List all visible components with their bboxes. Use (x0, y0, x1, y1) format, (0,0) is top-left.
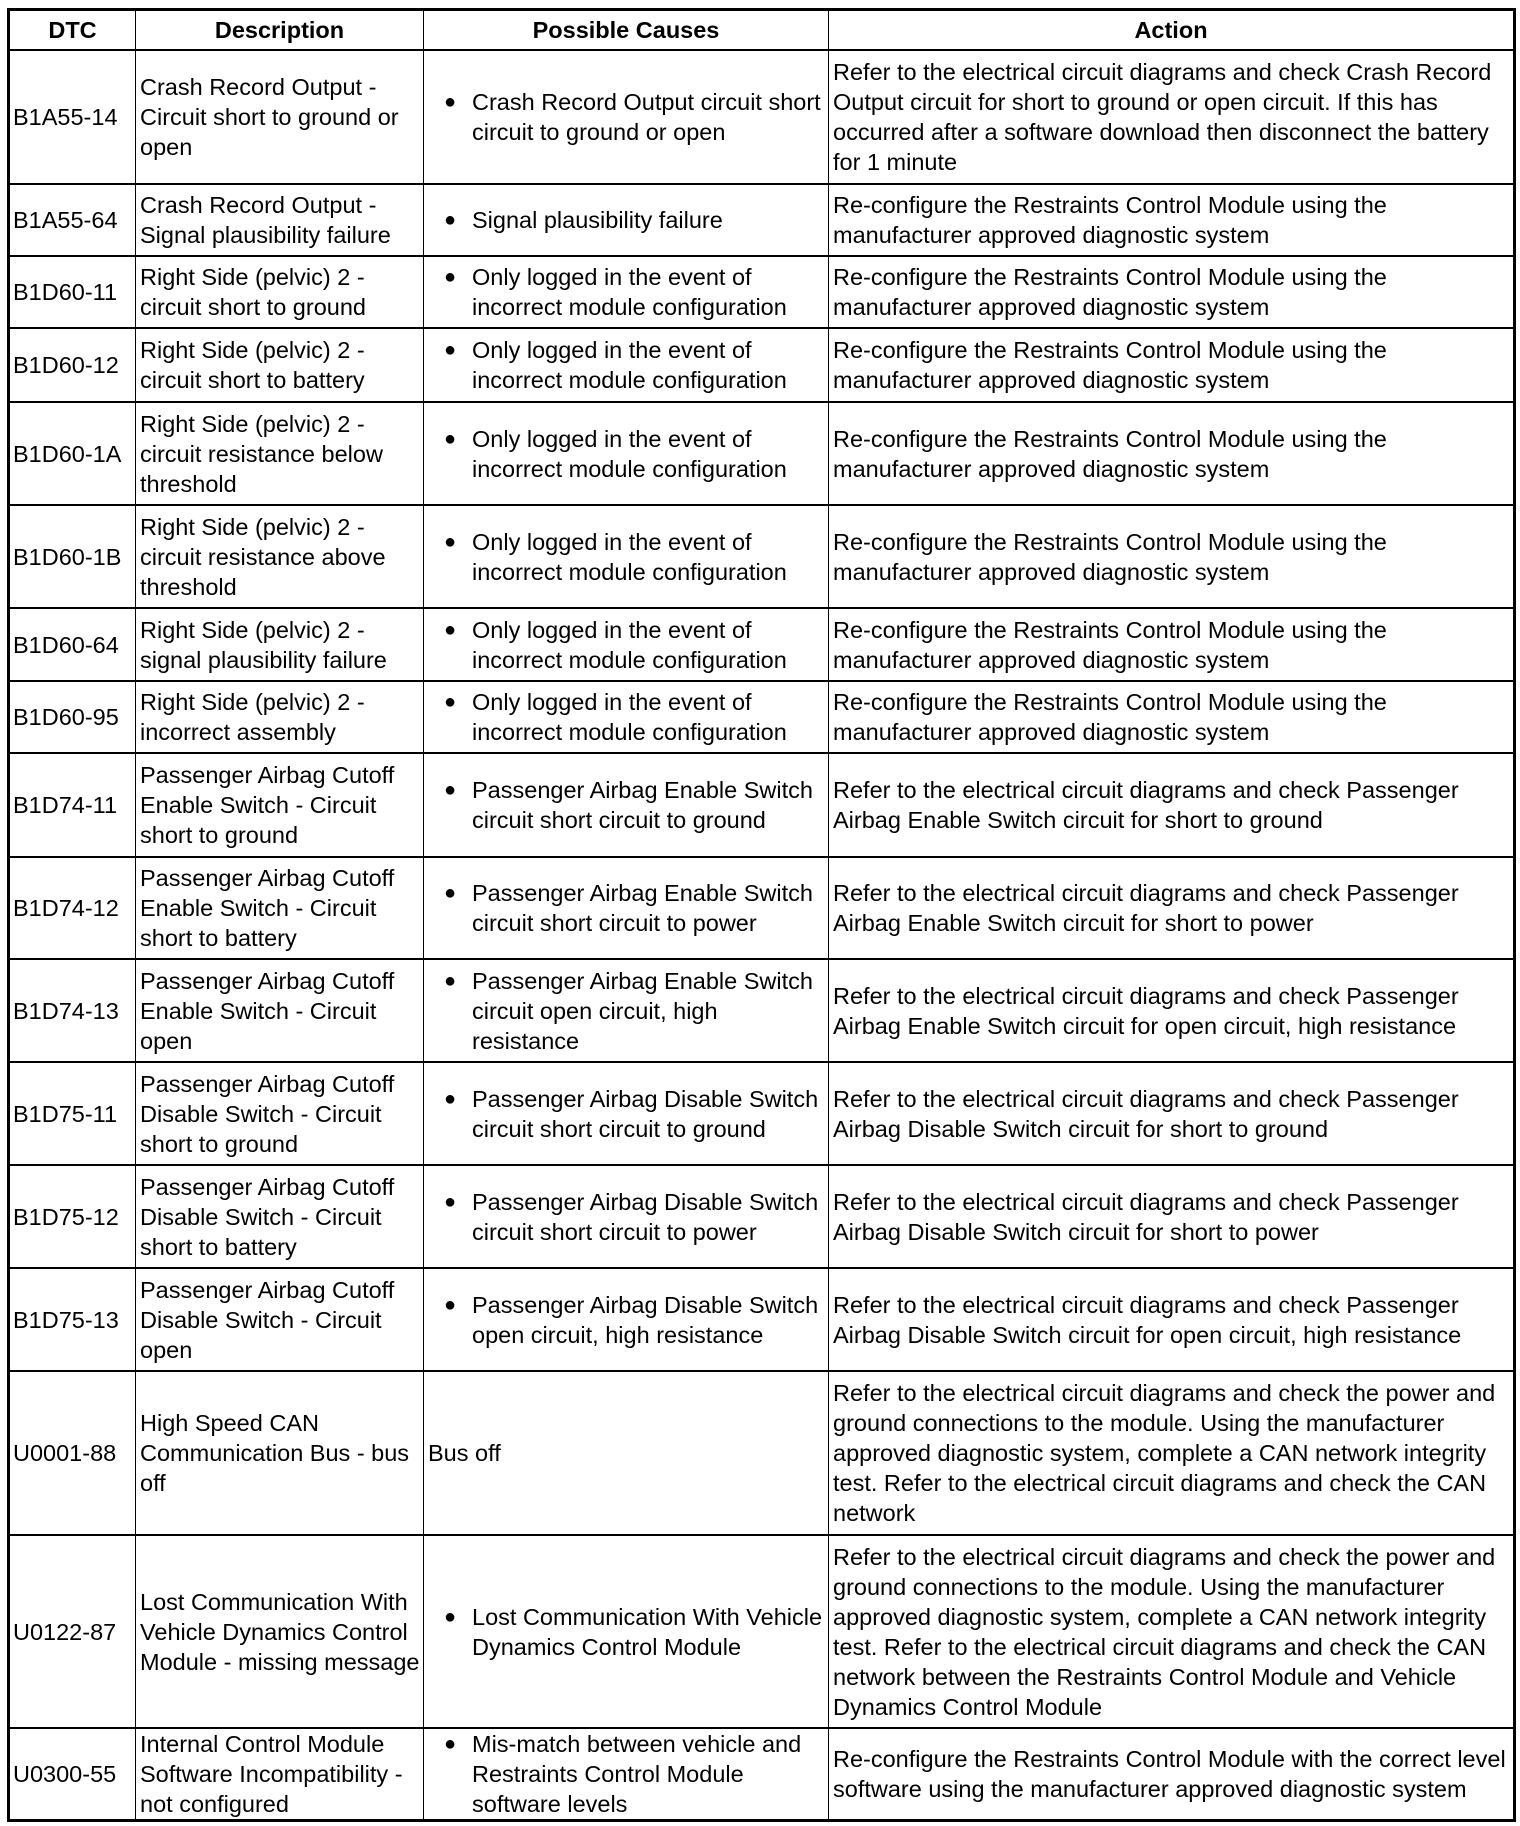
dtc-action: Refer to the electrical circuit diagrams and check Passenger Airbag Disable Switch circuit for short to ground (829, 1062, 1515, 1165)
cause-text: Only logged in the event of incorrect module configuration (472, 528, 787, 585)
dtc-description: Passenger Airbag Cutoff Enable Switch - Circuit short to ground (136, 753, 424, 857)
bullet-icon: ● (443, 266, 457, 288)
dtc-action: Re-configure the Restraints Control Module using the manufacturer approved diagnostic system (829, 505, 1515, 608)
table-row (9, 959, 1515, 1062)
bullet-icon: ● (443, 882, 457, 904)
dtc-description: Crash Record Output - Signal plausibility failure (136, 184, 424, 256)
dtc-description: Right Side (pelvic) 2 - signal plausibility failure (136, 608, 424, 681)
table-row (9, 328, 1515, 402)
bullet-icon: ● (443, 618, 457, 641)
bullet-icon: ● (443, 691, 457, 713)
dtc-action: Re-configure the Restraints Control Module using the manufacturer approved diagnostic system (829, 681, 1515, 753)
cause-item (428, 1187, 825, 1247)
cause-item (428, 335, 825, 395)
bullet-icon: ● (443, 779, 457, 801)
cause-item (428, 775, 825, 835)
bullet-icon: ● (443, 1087, 457, 1110)
table-row (9, 1371, 1515, 1535)
table-row (9, 1535, 1515, 1728)
dtc-description: Passenger Airbag Cutoff Disable Switch - Circuit open (136, 1268, 424, 1371)
cause-item (428, 205, 825, 235)
dtc-description: Crash Record Output - Circuit short to ground or open (136, 50, 424, 184)
cause-text: Only logged in the event of incorrect module configuration (472, 264, 787, 320)
cause-text: Crash Record Output circuit short circuit to ground or open (472, 89, 821, 145)
dtc-code: B1D60-95 (9, 681, 136, 753)
dtc-code: B1D60-1A (9, 402, 136, 505)
dtc-action: Refer to the electrical circuit diagrams and check the power and ground connections to the module. Using the manufacturer approved diagnostic system, complete a CAN network integrity test. Refer to the electrical circuit diagrams and check the CAN network between the Restraints Control Module and Vehicle Dynamics Control Module (829, 1535, 1515, 1728)
dtc-code: B1A55-64 (9, 184, 136, 256)
dtc-code: B1D60-1B (9, 505, 136, 608)
cause-text: Only logged in the event of incorrect module configuration (472, 616, 787, 673)
possible-causes-cell (424, 184, 829, 256)
cause-text: Passenger Airbag Enable Switch circuit short circuit to ground (472, 777, 813, 833)
dtc-description: Lost Communication With Vehicle Dynamics Control Module - missing message (136, 1535, 424, 1728)
cause-text: Passenger Airbag Enable Switch circuit short circuit to power (472, 880, 813, 936)
cause-text: Passenger Airbag Enable Switch circuit open circuit, high resistance (472, 967, 813, 1054)
dtc-description: Right Side (pelvic) 2 - circuit short to ground (136, 256, 424, 328)
table-row (9, 402, 1515, 505)
cause-item (428, 1438, 825, 1468)
table-header-row (9, 10, 1515, 51)
dtc-code: B1D75-12 (9, 1165, 136, 1268)
table-row (9, 753, 1515, 857)
dtc-action: Re-configure the Restraints Control Module using the manufacturer approved diagnostic system (829, 608, 1515, 681)
possible-causes-cell (424, 1268, 829, 1371)
dtc-description: Passenger Airbag Cutoff Enable Switch - Circuit open (136, 959, 424, 1062)
table-row (9, 50, 1515, 184)
cause-item (428, 878, 825, 938)
bullet-icon: ● (443, 969, 457, 992)
table-row (9, 1728, 1515, 1821)
bullet-icon: ● (443, 91, 457, 113)
dtc-code: B1D60-64 (9, 608, 136, 681)
possible-causes-cell (424, 681, 829, 753)
cause-text: Only logged in the event of incorrect module configuration (472, 337, 787, 393)
header-description: Description (136, 10, 424, 51)
dtc-description: Passenger Airbag Cutoff Disable Switch - Circuit short to battery (136, 1165, 424, 1268)
possible-causes-cell (424, 1062, 829, 1165)
dtc-action: Re-configure the Restraints Control Module using the manufacturer approved diagnostic system (829, 184, 1515, 256)
dtc-code: B1D74-11 (9, 753, 136, 857)
dtc-action: Re-configure the Restraints Control Module using the manufacturer approved diagnostic system (829, 256, 1515, 328)
dtc-action: Refer to the electrical circuit diagrams and check Passenger Airbag Enable Switch circuit for short to ground (829, 753, 1515, 857)
dtc-description: Right Side (pelvic) 2 - circuit resistance above threshold (136, 505, 424, 608)
dtc-code: B1D75-11 (9, 1062, 136, 1165)
table-row (9, 505, 1515, 608)
possible-causes-cell (424, 1535, 829, 1728)
dtc-description: Internal Control Module Software Incompatibility - not configured (136, 1728, 424, 1821)
dtc-action: Refer to the electrical circuit diagrams and check Crash Record Output circuit for short to ground or open circuit. If this has occurred after a software download then disconnect the battery for 1 minute (829, 50, 1515, 184)
dtc-description: Passenger Airbag Cutoff Disable Switch - Circuit short to ground (136, 1062, 424, 1165)
dtc-description: High Speed CAN Communication Bus - bus off (136, 1371, 424, 1535)
cause-text: Passenger Airbag Disable Switch open circuit, high resistance (472, 1291, 819, 1348)
possible-causes-cell (424, 50, 829, 184)
cause-item (428, 615, 825, 675)
table-row (9, 681, 1515, 753)
cause-item (428, 262, 825, 322)
cause-text: Mis-match between vehicle and Restraints Control Module software levels (472, 1731, 802, 1817)
bullet-icon: ● (443, 1190, 457, 1213)
cause-item (428, 687, 825, 747)
possible-causes-cell (424, 1371, 829, 1535)
cause-item (428, 966, 825, 1056)
bullet-icon: ● (443, 1293, 457, 1316)
dtc-code: B1A55-14 (9, 50, 136, 184)
dtc-action: Re-configure the Restraints Control Module using the manufacturer approved diagnostic system (829, 402, 1515, 505)
possible-causes-cell (424, 256, 829, 328)
possible-causes-cell (424, 959, 829, 1062)
bullet-icon: ● (443, 1605, 457, 1628)
cause-text: Passenger Airbag Disable Switch circuit short circuit to ground (472, 1085, 819, 1142)
cause-text: Only logged in the event of incorrect module configuration (472, 425, 787, 482)
dtc-action: Refer to the electrical circuit diagrams and check Passenger Airbag Disable Switch circuit for short to power (829, 1165, 1515, 1268)
table-row (9, 184, 1515, 256)
dtc-description: Right Side (pelvic) 2 - circuit resistance below threshold (136, 402, 424, 505)
table-row (9, 1165, 1515, 1268)
possible-causes-cell (424, 505, 829, 608)
bullet-icon: ● (443, 530, 457, 553)
dtc-action: Re-configure the Restraints Control Module using the manufacturer approved diagnostic system (829, 328, 1515, 402)
table-row (9, 256, 1515, 328)
dtc-table (7, 8, 1516, 1822)
possible-causes-cell (424, 1165, 829, 1268)
table-row (9, 1268, 1515, 1371)
cause-item (428, 527, 825, 587)
dtc-code: U0122-87 (9, 1535, 136, 1728)
cause-item (428, 424, 825, 484)
cause-text: Passenger Airbag Disable Switch circuit short circuit to power (472, 1188, 819, 1245)
dtc-action: Refer to the electrical circuit diagrams and check Passenger Airbag Enable Switch circuit for open circuit, high resistance (829, 959, 1515, 1062)
table-row (9, 608, 1515, 681)
dtc-action: Refer to the electrical circuit diagrams and check Passenger Airbag Enable Switch circuit for short to power (829, 857, 1515, 959)
cause-item (428, 1290, 825, 1350)
dtc-action: Re-configure the Restraints Control Module with the correct level software using the manufacturer approved diagnostic system (829, 1728, 1515, 1821)
dtc-description: Right Side (pelvic) 2 - incorrect assembly (136, 681, 424, 753)
cause-text: Signal plausibility failure (472, 207, 723, 233)
dtc-code: B1D74-13 (9, 959, 136, 1062)
dtc-action: Refer to the electrical circuit diagrams and check Passenger Airbag Disable Switch circuit for open circuit, high resistance (829, 1268, 1515, 1371)
bullet-icon: ● (443, 209, 457, 231)
dtc-description: Passenger Airbag Cutoff Enable Switch - Circuit short to battery (136, 857, 424, 959)
possible-causes-cell (424, 328, 829, 402)
cause-item (428, 87, 825, 147)
dtc-code: B1D60-11 (9, 256, 136, 328)
possible-causes-cell (424, 608, 829, 681)
cause-text: Lost Communication With Vehicle Dynamics Control Module (472, 1603, 823, 1660)
dtc-code: U0300-55 (9, 1728, 136, 1821)
possible-causes-cell (424, 402, 829, 505)
bullet-icon: ● (443, 427, 457, 450)
possible-causes-cell (424, 857, 829, 959)
header-action: Action (829, 10, 1515, 51)
dtc-code: B1D60-12 (9, 328, 136, 402)
dtc-code: B1D75-13 (9, 1268, 136, 1371)
table-row (9, 1062, 1515, 1165)
possible-causes-cell (424, 753, 829, 857)
dtc-code: B1D74-12 (9, 857, 136, 959)
dtc-description: Right Side (pelvic) 2 - circuit short to battery (136, 328, 424, 402)
cause-text: Bus off (428, 1440, 501, 1466)
bullet-icon: ● (443, 1733, 457, 1755)
cause-item (428, 1729, 825, 1819)
dtc-code: U0001-88 (9, 1371, 136, 1535)
header-dtc: DTC (9, 10, 136, 51)
cause-item (428, 1084, 825, 1144)
bullet-icon: ● (443, 339, 457, 361)
cause-text: Only logged in the event of incorrect module configuration (472, 689, 787, 745)
table-row (9, 857, 1515, 959)
cause-item (428, 1602, 825, 1662)
header-possible-causes: Possible Causes (424, 10, 829, 51)
possible-causes-cell (424, 1728, 829, 1821)
dtc-action: Refer to the electrical circuit diagrams and check the power and ground connections to the module. Using the manufacturer approved diagnostic system, complete a CAN network integrity test. Refer to the electrical circuit diagrams and check the CAN network (829, 1371, 1515, 1535)
